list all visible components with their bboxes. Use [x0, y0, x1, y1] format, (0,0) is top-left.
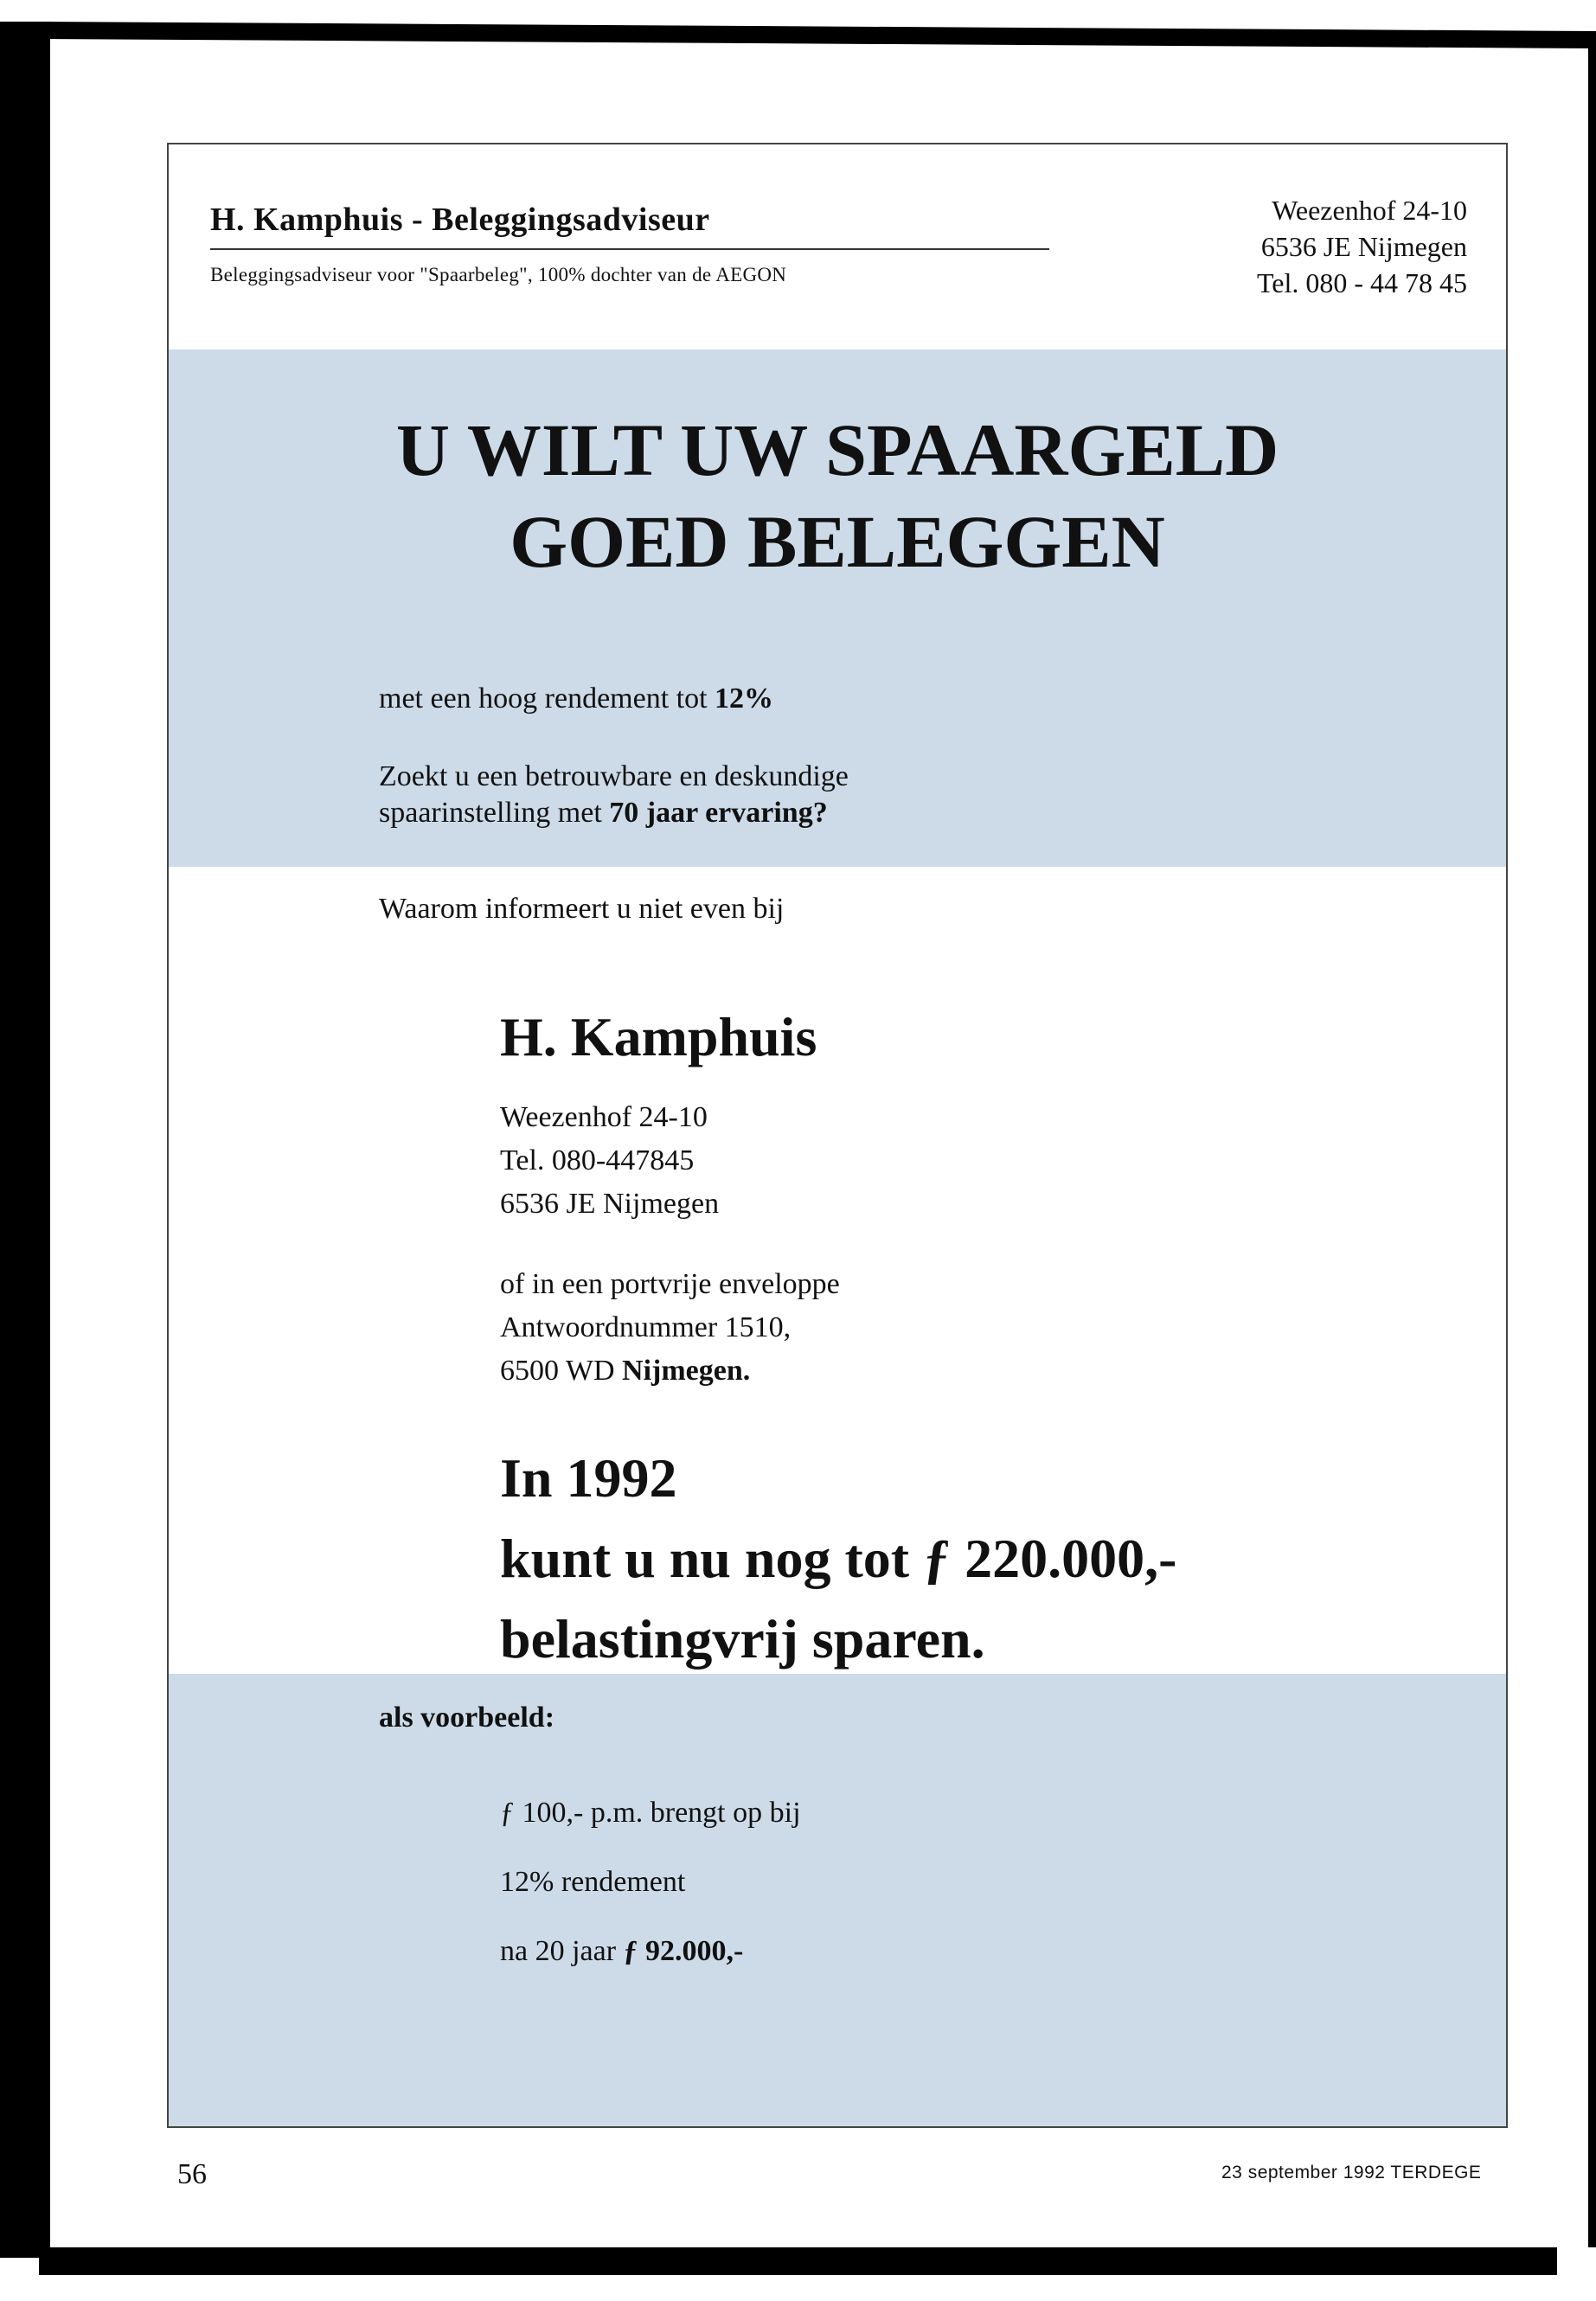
invite-line: Waarom informeert u niet even bij [379, 893, 785, 925]
example-line-1: ƒ 100,- p.m. brengt op bij [500, 1797, 801, 1829]
contact-city: 6536 JE Nijmegen [500, 1188, 720, 1220]
advertiser-subtitle: Beleggingsadviseur voor "Spaarbeleg", 100% dochter van de AEGON [210, 264, 787, 285]
question-line-1: Zoekt u een betrouwbare en deskundige [379, 760, 849, 792]
offer-line-1: In 1992 [500, 1447, 677, 1509]
scan-border-left [0, 22, 50, 2258]
contact-phone: Tel. 080-447845 [500, 1144, 695, 1176]
offer-line-3: belastingvrij sparen. [500, 1608, 985, 1670]
contact-street: Weezenhof 24-10 [500, 1101, 708, 1133]
headline-line-1: U WILT UW SPAARGELD [395, 408, 1279, 491]
question-line-2: spaarinstelling met 70 jaar ervaring? [379, 797, 828, 829]
contact-name: H. Kamphuis [500, 1006, 817, 1067]
header-street: Weezenhof 24-10 [1272, 195, 1467, 226]
advertisement-frame [167, 143, 1508, 2128]
postal-reply [500, 1263, 840, 1393]
scan-border-top [39, 22, 1596, 48]
header-phone: Tel. 080 - 44 78 45 [1256, 267, 1467, 298]
experience-highlight: 70 jaar ervaring? [609, 797, 828, 829]
example-result: ƒ 92.000,- [623, 1935, 744, 1967]
envelope-line-1: of in een portvrije enveloppe [500, 1268, 840, 1300]
example-label: als voorbeeld: [379, 1702, 555, 1734]
contact-address [500, 1096, 719, 1226]
envelope-line-3: 6500 WD Nijmegen. [500, 1355, 751, 1387]
scan-border-right [1588, 33, 1596, 2247]
envelope-line-2: Antwoordnummer 1510, [500, 1311, 792, 1343]
rendement-line [379, 681, 773, 717]
rendement-value: 12% [715, 683, 774, 715]
headline [169, 404, 1506, 587]
offer-line-2: kunt u nu nog tot ƒ 220.000,- [500, 1528, 1177, 1589]
example-line-2: 12% rendement [500, 1866, 686, 1898]
page-number: 56 [177, 2158, 207, 2190]
highlight-band-bottom [169, 1674, 1506, 2126]
offer-heading [500, 1438, 1176, 1679]
scan-border-bottom [39, 2247, 1557, 2275]
question-paragraph [379, 759, 849, 831]
header-address [1257, 192, 1467, 301]
rendement-text: met een hoog rendement tot [379, 683, 715, 715]
issue-footer: 23 september 1992 TERDEGE [1221, 2163, 1482, 2182]
header-rule [210, 248, 1049, 250]
header-city: 6536 JE Nijmegen [1260, 231, 1467, 262]
example-line-3: na 20 jaar ƒ 92.000,- [500, 1935, 744, 1967]
headline-line-2: GOED BELEGGEN [510, 500, 1165, 583]
advertiser-title: H. Kamphuis - Beleggingsadviseur [210, 202, 710, 238]
